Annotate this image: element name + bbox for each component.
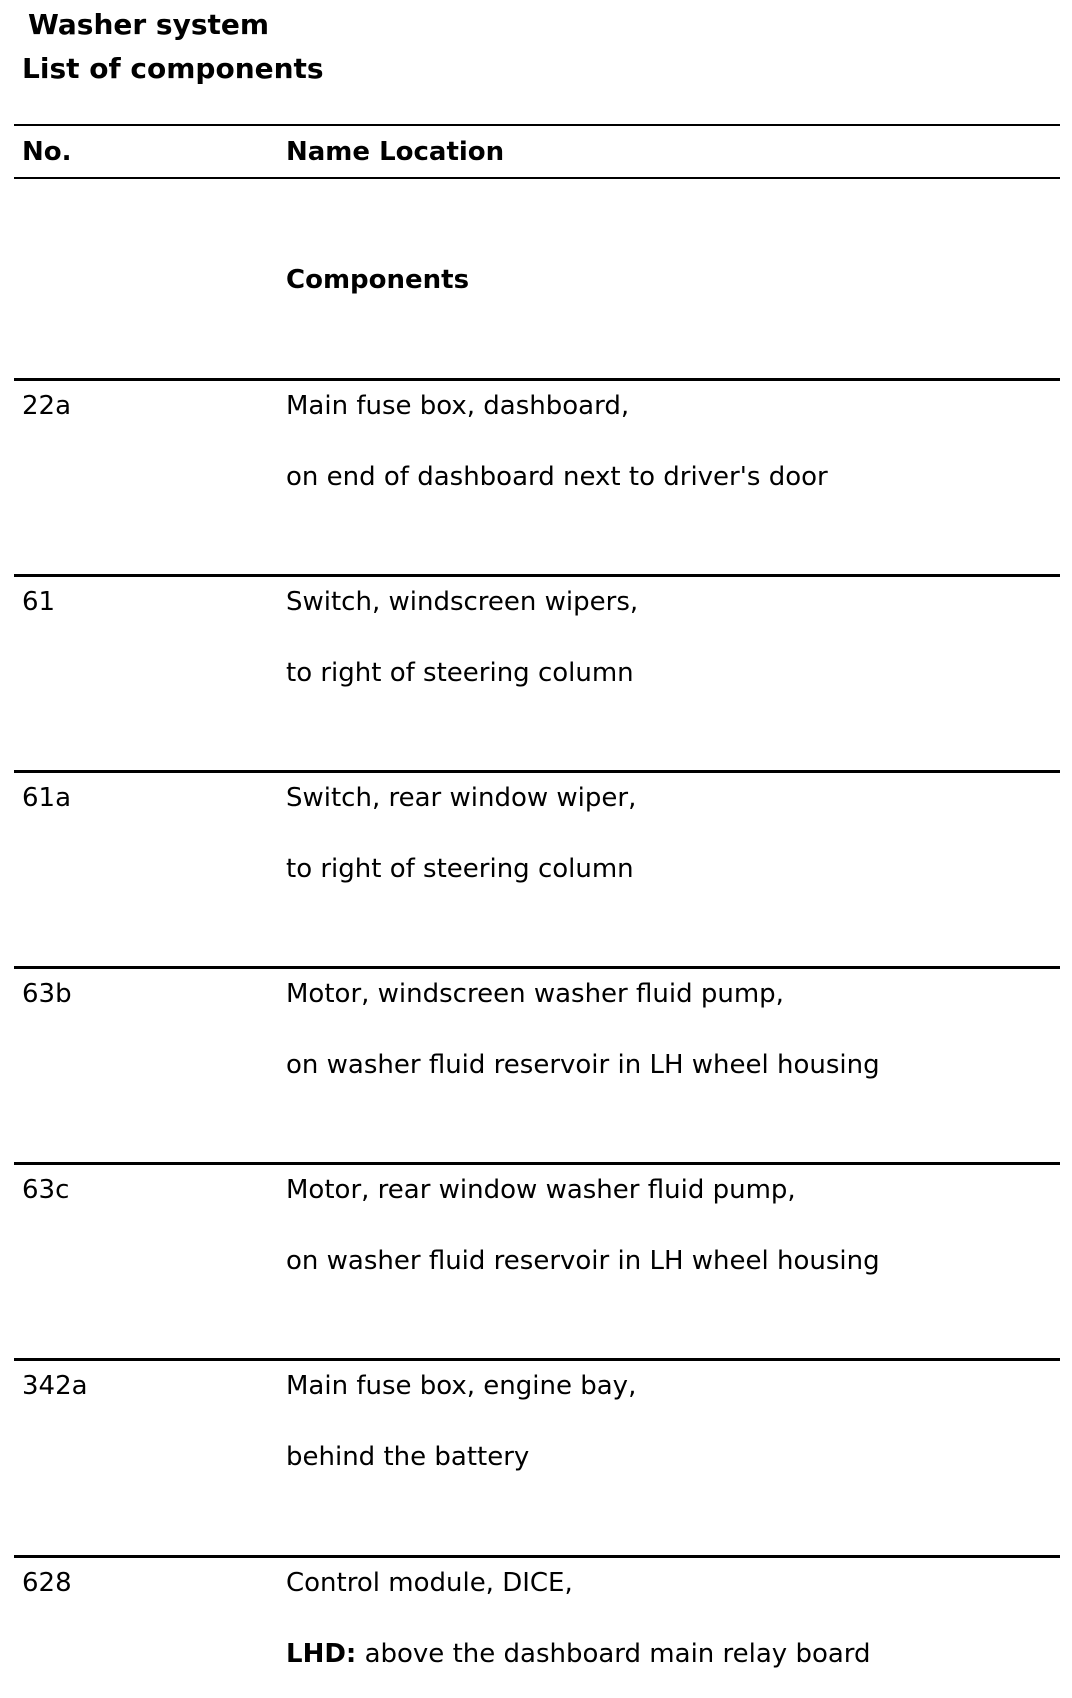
row-number: 61 xyxy=(22,587,56,617)
row-name: Main fuse box, dashboard, xyxy=(286,391,630,421)
row-separator xyxy=(14,1555,1060,1558)
document-title: Washer system xyxy=(28,8,270,41)
row-name: Motor, windscreen washer fluid pump, xyxy=(286,979,784,1009)
location-prefix: LHD: xyxy=(286,1639,357,1669)
row-name: Motor, rear window washer fluid pump, xyxy=(286,1175,796,1205)
table-header-rule xyxy=(14,177,1060,179)
row-location: on washer fluid reservoir in LH wheel housing xyxy=(286,1246,880,1276)
row-separator xyxy=(14,1358,1060,1361)
row-number: 61a xyxy=(22,783,72,813)
row-separator xyxy=(14,770,1060,773)
row-separator xyxy=(14,966,1060,969)
row-location: behind the battery xyxy=(286,1442,530,1472)
row-name: Control module, DICE, xyxy=(286,1568,573,1598)
row-location: to right of steering column xyxy=(286,854,634,884)
row-location: on washer fluid reservoir in LH wheel housing xyxy=(286,1050,880,1080)
row-separator xyxy=(14,1162,1060,1165)
row-name: Switch, windscreen wipers, xyxy=(286,587,639,617)
column-header-no: No. xyxy=(22,137,72,167)
row-number: 63b xyxy=(22,979,72,1009)
table-top-rule xyxy=(14,124,1060,126)
row-number: 63c xyxy=(22,1175,70,1205)
row-location xyxy=(286,1638,871,1670)
section-heading: Components xyxy=(286,265,470,295)
row-location: to right of steering column xyxy=(286,658,634,688)
row-separator xyxy=(14,378,1060,381)
row-name: Main fuse box, engine bay, xyxy=(286,1371,637,1401)
location-text: above the dashboard main relay board xyxy=(364,1639,871,1669)
row-number: 22a xyxy=(22,391,72,421)
column-header-name-location: Name Location xyxy=(286,137,505,167)
row-location: on end of dashboard next to driver's door xyxy=(286,462,828,492)
row-separator xyxy=(14,574,1060,577)
row-number: 342a xyxy=(22,1371,88,1401)
document-subtitle: List of components xyxy=(22,52,324,85)
row-number: 628 xyxy=(22,1568,72,1598)
row-name: Switch, rear window wiper, xyxy=(286,783,637,813)
